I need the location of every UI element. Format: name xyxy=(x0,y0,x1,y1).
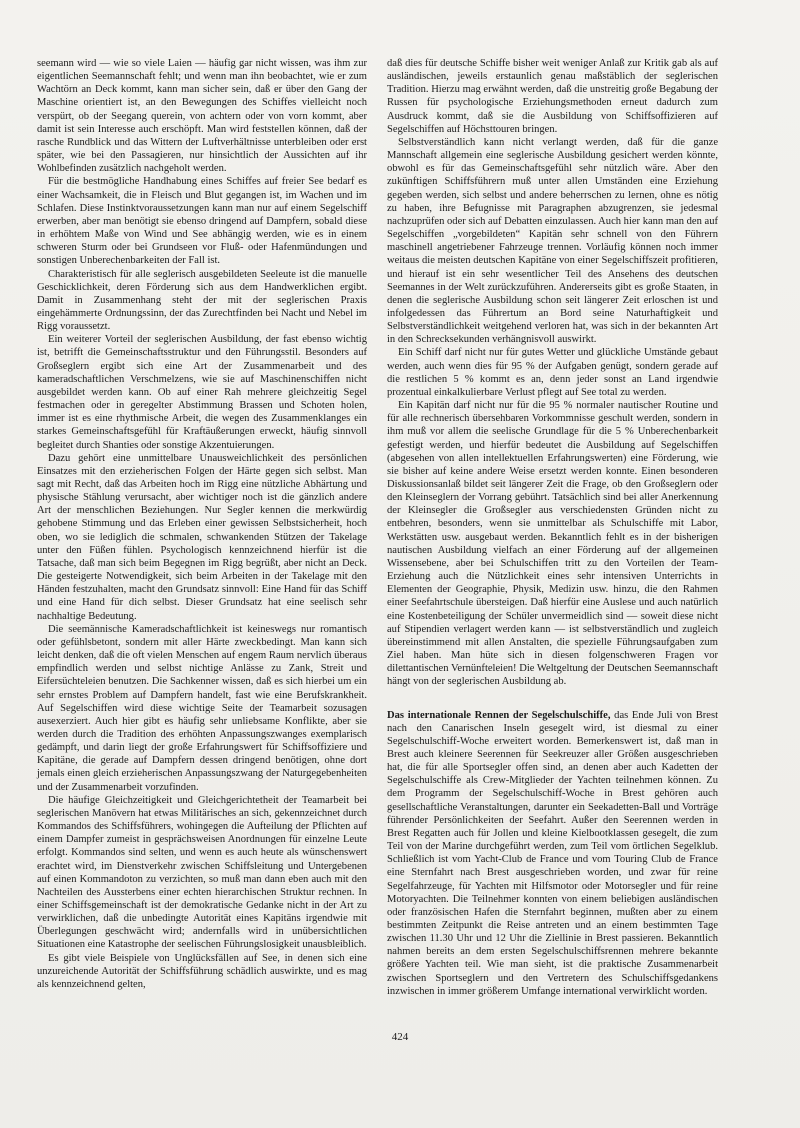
paragraph: Selbstverständlich kann nicht verlangt werden, daß für die ganze Mannschaft allgemein eine seglerische Ausbildung gesichert werden könnte, obwohl es für das Gemeinschaftsgefühl sehr nützlich wäre. Aber den zukünftigen Schiffsführern muß unter allen Umständen eine Erziehung gegeben werden, sich selbst und andere beherrschen zu lernen, ohne es nötig zu haben, ihre Befugnisse mit Paragraphen abzugrenzen, sie jedesmal nachzuprüfen oder sich auf Debatten einzulassen. Auch hier kann man den auf Segelschiffen „vorgebildeten“ Kapitän sehr schnell von den Führern maschinell angetriebener Fahrzeuge trennen. Vorläufig können noch immer weitaus die meisten deutschen Kapitäne von einer Segelschiffszeit profitieren, und hierauf ist ein sehr wesentlicher Teil des Ansehens des deutschen Seemannes in der Welt zurückzuführen. Andererseits gibt es große Staaten, in denen die seglerische Ausbildung schon seit längerer Zeit erloschen ist und infolgedessen das Führertum an Bord seine Naturhaftigkeit und Selbstverständlichkeit weitgehend verloren hat, was sich in der bekannten Art in den Schrecksekunden verhängnisvoll auswirkt. xyxy=(387,136,718,346)
paragraph: seemann wird — wie so viele Laien — häufig gar nicht wissen, was ihm zur eigentlichen Seemannschaft fehlt; und wenn man ihn beobachtet, wie er zum Wachtörn an Deck kommt, kann man sicher sein, daß er über den Gang der Maschine orientiert ist, an den Bewegungen des Schiffes vielleicht noch verspürt, ob der Seegang querein, von achtern oder von vorn kommt, aber damit ist sein Interesse auch erschöpft. Man wird feststellen können, daß der rasche Rundblick und das Wittern der Luftverhältnisse unterbleiben oder erst später, wie bei den Passagieren, nur hinsichtlich der Aussichten auf ihr Wohlbefinden zusätzlich nachgeholt werden. xyxy=(37,58,367,175)
page-number: 424 xyxy=(391,1031,409,1043)
section-paragraph xyxy=(387,709,718,998)
right-column xyxy=(387,57,718,998)
left-column xyxy=(37,57,367,991)
paragraph: Ein weiterer Vorteil der seglerischen Ausbildung, der fast ebenso wichtig ist, betrifft die Gemeinschaftsstruktur und den Führungsstil. Besonders auf Großseglern ergibt sich eine Art der Zusammenarbeit und des kameradschaftlichen Verschmelzens, wie sie auf Maschinenschiffen nicht ausgebildet werden kann. Ob auf einer Rah mehrere gleichzeitig Segel festmachen oder in geregelter Abstimmung Brassen und Schoten holen, immer ist es eine rhythmische Arbeit, die wegen des Zusammenklanges ein starkes Gemeinschaftsgefühl für Kraftäußerungen erweckt, häufig sinnvoll begleitet durch Shanties oder sonstige Akzentuierungen. xyxy=(37,334,367,451)
section-heading: Das internationale Rennen der Segelschulschiffe, xyxy=(387,709,611,721)
paragraph: Dazu gehört eine unmittelbare Unausweichlichkeit des persönlichen Einsatzes mit den erzieherischen Folgen der Härte gegen sich selbst. Man sagt mit Recht, daß das Arbeiten hoch im Rigg eine nützliche Abhärtung und physische Stählung verursacht, aber wichtiger noch ist die gänzlich andere Art der menschlichen Beziehungen. Nur Segler kennen die merkwürdig gehobene Stimmung und das Erleben einer gewissen Selbstsicherheit, hoch oben, wo sie lediglich die schmalen, schwankenden Stützen der Takelage unter den Füßen fühlen. Psychologisch kennzeichnend hierfür ist die Tatsache, daß man sich beim Begegnen im Rigg begrüßt, aber nicht an Deck. Die gesteigerte Notwendigkeit, sich beim Arbeiten in der Takelage mit den Händen festzuhalten, macht den Grundsatz sinnvoll: Eine Hand für das Schiff und eine Hand für dich selbst. Dieser Grundsatz hat eine seelisch sehr nachhaltige Bedeutung. xyxy=(37,452,367,622)
paragraph: Die häufige Gleichzeitigkeit und Gleichgerichtetheit der Teamarbeit bei seglerischen Manövern hat etwas Militärisches an sich, gekennzeichnet durch Kommandos des Schiffsführers, wohingegen die Aufteilung der Pflichten auf einem Dampfer zumeist in gesprächsweisen Anordnungen für einzelne Leute erfolgt. Kommandos sind selten, und wenn es auch heute als wünschenswert erachtet wird, im Dienstverkehr zwischen Schiffsleitung und Untergebenen auf einen Kommandoton zu verzichten, so muß man dann eben auch mit den Nachteilen des Aussterbens einer echten hierarchischen Struktur rechnen. In einer Schiffsgemeinschaft ist der demokratische Gedanke nicht in der Art zu verwirklichen, daß die unbedingte Autorität eines Kapitäns irgendwie mit Überlegungen geschwächt wird; andernfalls wird in unübersichtlichen Situationen eine Katastrophe der seelischen Führungslosigkeit unausbleiblich. xyxy=(37,794,367,951)
paragraph: daß dies für deutsche Schiffe bisher weit weniger Anlaß zur Kritik gab als auf ausländischen, jeweils erstaunlich genau maßstäblich der seglerischen Tradition. Hierzu mag erwähnt werden, daß die unstreitig große Begabung der Russen für psychologische Erziehungsmethoden erneut dadurch zum Ausdruck kommt, daß sie die Ausbildung von Schiffsoffizieren auf Segelschiffen auf Höchsttouren bringen. xyxy=(387,58,718,135)
paragraph: Ein Schiff darf nicht nur für gutes Wetter und glückliche Umstände gebaut werden, auch wenn dies für 95 % der Aufgaben genügt, sondern gerade auf die restlichen 5 % kommt es an, denn jeder sonst an Land irgendwie prozentual einkalkulierbare Verlust pflegt auf See total zu werden. xyxy=(387,347,718,398)
paragraph: Für die bestmögliche Handhabung eines Schiffes auf freier See bedarf es einer Wachsamkeit, die in Fleisch und Blut gegangen ist, im Wachen und im Schlafen. Diese Instinktvoraussetzungen kann man nur auf einem Segelschiff erwerben, aber man benötigt sie ebenso dringend auf Dampfern, sobald diese in erhöhtem Maße von Wind und See abhängig werden, wie es in einem schweren Sturm oder bei Grundseen vor Fluß- oder Hafenmündungen und sonstigen Unberechenbarkeiten der Fall ist. xyxy=(37,176,367,267)
paragraph: Ein Kapitän darf nicht nur für die 95 % normaler nautischer Routine und für alle rechnerisch übersehbaren Vorkommnisse geschult werden, sondern in ihm muß vor allem die seelische Grundlage für die 5 % Unberechenbarkeit gefestigt werden, und hierfür bedeutet die Ausbildung auf Segelschiffen (abgesehen von allen intellektuellen Erfahrungswerten) eine Förderung, wie sie bisher auf keine andere Weise ersetzt werden konnte. Einen besonderen Diskussionsanlaß bildet seit längerer Zeit die Frage, ob den Großseglern oder den Kleinseglern der Vorrang gebührt. Tatsächlich sind bei aller Anerkennung der Kleinsegler die Großsegler aus verschiedensten Gründen nicht zu entbehren, besonders, wenn sie unmittelbar als Schulschiffe mit Labor, Werkstätten usw. ausgebaut werden. Bekanntlich fehlt es in der bisherigen nautischen Ausbildung vielfach an einer Förderung auf der allgemeinen Wissensebene, aber bei Schulschiffen tritt zu den Vorteilen der Team-Erziehung auch die Nützlichkeit eines sehr intensiven Unterrichts in Elementen der Geographie, Physik, Medizin usw. hinzu, die den Rahmen einer Seefahrtschule übersteigen. Daß hierfür eine Auslese und auch natürlich eine Kostenbeteiligung der Schüler unvermeidlich sind — soweit diese nicht auf Stipendien verlagert werden kann — ist selbstverständlich und zugleich übereinstimmend mit allen Anstalten, die spezielle Führungsaufgaben zum Ziel haben. Man hüte sich in diesen folgenschweren Fragen vor dilettantischen Vernünfteleien! Die Weltgeltung der Deutschen Seemannschaft hängt von der seglerischen Ausbildung ab. xyxy=(387,400,718,688)
paragraph: Es gibt viele Beispiele von Unglücksfällen auf See, in denen sich eine unzureichende Autorität der Schiffsführung schädlich auswirkte, und es mag als kennzeichnend gelten, xyxy=(37,952,367,990)
paragraph: Die seemännische Kameradschaftlichkeit ist keineswegs nur romantisch oder gefühlsbetont, sondern mit aller Härte zweckbedingt. Man kann sich leicht denken, daß die oft vielen Menschen auf engem Raum nervlich überaus empfindlich werden und selbst nichtige Anlässe zu Zank, Streit und Eifersüchteleien benutzen. Die Sachkenner wissen, daß es sich hierbei um ein sehr ernstes Problem auf Dampfern handelt, fast wie eine Berufskrankheit. Auf Segelschiffen wird diese wichtige Seite der Teamarbeit sozusagen ausexerziert. Auch hier gibt es häufig sehr unliebsame Konflikte, aber sie werden durch die Tradition des erhöhten Anpassungszwanges exemplarisch gedämpft, und darin liegt der große Erfahrungswert für Schiffsoffiziere und Kapitäne, die gerade auf Dampfern dessen dringend benötigen, ohne dort jemals einen gleich erzieherischen Anpassungszwang der Naturgegebenheiten und der Zusammenarbeit vorzufinden. xyxy=(37,623,367,793)
section-text: das Ende Juli von Brest nach den Canarischen Inseln gesegelt wird, ist diesmal zu einer Segelschulschiff-Woche erweitert worden. Bemerkenswert ist, daß man in Brest auch kleinere Seerennen für Seekreuzer aller Größen ausgeschrieben hat, die für alle Sportsegler offen sind, an denen aber auch Kadetten der Segelschulschiffe als Crew-Mitglieder der Yachten teilnehmen können. Zu dem Programm der Segelschulschiff-Woche in Brest gehören auch gesellschaftliche Veranstaltungen, darunter ein Seekadetten-Ball und Vorträge führender Persönlichkeiten der Seefahrt. Außer den Seerennen werden in Brest Regatten auch für Jollen und kleine Kielbootklassen gesegelt, die zum Teil von der Marine durchgeführt werden, zum Teil vom örtlichen Segelklub. Schließlich ist vom Yacht-Club de France und vom Touring Club de France eine Sternfahrt nach Brest ausgeschrieben worden, und zwar für reine Segelfahrzeuge, für Yachten mit Hilfsmotor oder Motorsegler und für reine Motoryachten. Die Teilnehmer konnten von einem beliebigen ausländischen oder französischen Hafen die Sternfahrt beginnen, mußten aber zu einem bestimmten Zeitpunkt die Reise antreten und an einem bestimmten Tage zwischen 11.30 Uhr und 12 Uhr die Ziellinie in Brest passieren. Bekanntlich nahmen bereits an dem ersten Segelschulschiffsrennen mehrere bekannte größere Yachten teil. Wie man sieht, ist die praktische Zusammenarbeit zwischen Sportseglern und den Vertretern des Schulschiffsgedankens inzwischen in immer größerem Umfange international verwirklicht worden. xyxy=(387,709,718,997)
paragraph: Charakteristisch für alle seglerisch ausgebildeten Seeleute ist die manuelle Geschicklichkeit, deren Förderung sich aus dem Handwerklichen ergibt. Damit in Zusammenhang steht der mit der seglerischen Praxis eingehämmerte Ordnungssinn, der das Zurechtfinden bei Nacht und Nebel im Rigg voraussetzt. xyxy=(37,268,367,333)
